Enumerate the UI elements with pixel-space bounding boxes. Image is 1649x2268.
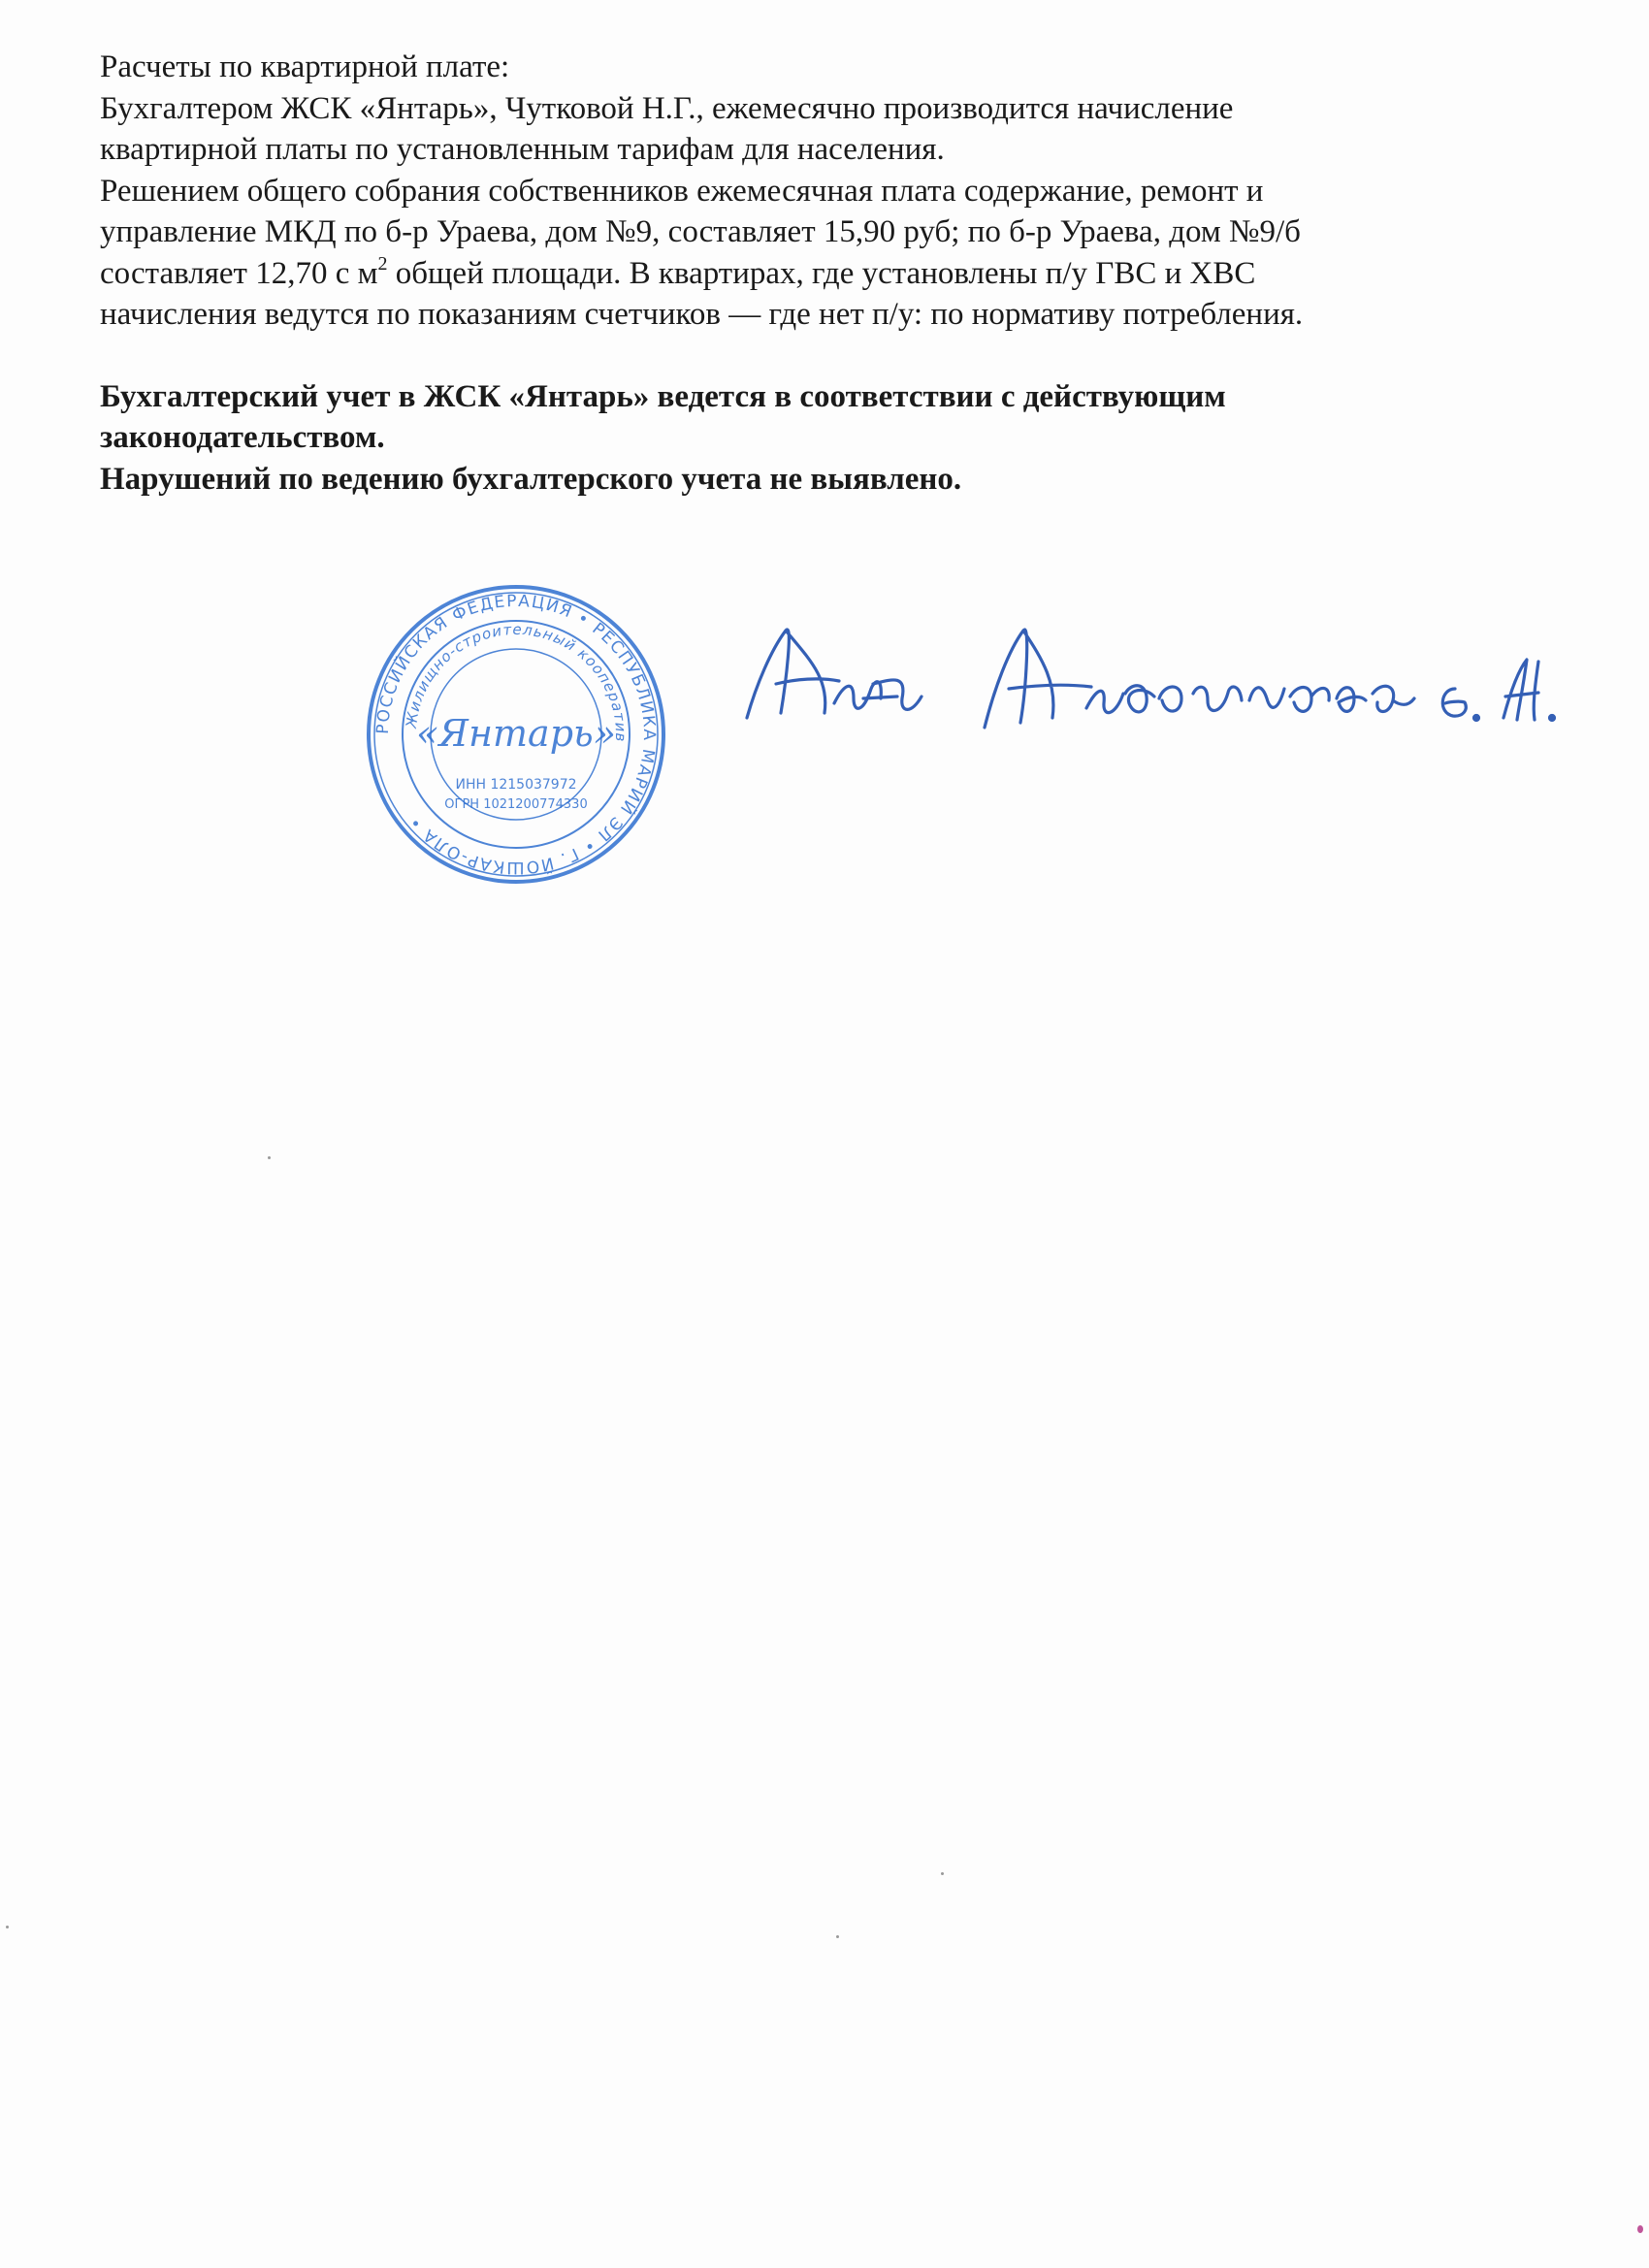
body-line: квартирной платы по установленным тарифам для населения. [100, 132, 945, 167]
scan-speck [836, 1935, 839, 1938]
conclusion-line: Бухгалтерский учет в ЖСК «Янтарь» ведется в соответствии с действующим [100, 378, 1226, 414]
handwritten-signature [718, 592, 1571, 766]
organization-stamp [361, 579, 671, 890]
body-line [100, 253, 1555, 295]
body-line: Бухгалтером ЖСК «Янтарь», Чутковой Н.Г., ежемесячно производится начисление [100, 90, 1234, 126]
body-line: начисления ведутся по показаниям счетчиков — где нет п/у: по нормативу потребления. [100, 297, 1304, 332]
scan-speck [268, 1156, 271, 1159]
conclusion-line: Нарушений по ведению бухгалтерского учета не выявлено. [100, 461, 962, 497]
body-text: составляет 12,70 с м [100, 255, 378, 291]
conclusion-line: законодательством. [100, 420, 385, 455]
stamp-outer-text: РОССИЙСКАЯ ФЕДЕРАЦИЯ • РЕСПУБЛИКА МАРИЙ ЭЛ • Г. ЙОШКАР-ОЛА • [372, 591, 660, 878]
scan-speck [941, 1872, 944, 1875]
scan-speck [6, 1926, 9, 1928]
stamp-inn: ИНН 1215037972 [455, 777, 577, 793]
paragraph-gap [100, 336, 1555, 376]
stamp-inner-text: Жилищно-строительный кооператив [402, 620, 630, 743]
scan-speck [1637, 2225, 1643, 2233]
stamp-ogrn: ОГРН 1021200774330 [444, 797, 588, 812]
body-line: Решением общего собрания собственников ежемесячная плата содержание, ремонт и [100, 173, 1264, 209]
superscript: 2 [377, 252, 388, 275]
body-text: общей площади. В квартирах, где установлены п/у ГВС и ХВС [387, 255, 1256, 291]
body-line: управление МКД по б-р Ураева, дом №9, составляет 15,90 руб; по б-р Ураева, дом №9/б [100, 214, 1301, 249]
document-body [100, 47, 1555, 500]
section-heading: Расчеты по квартирной плате: [100, 49, 510, 84]
stamp-center-name: «Янтарь» [416, 712, 616, 755]
